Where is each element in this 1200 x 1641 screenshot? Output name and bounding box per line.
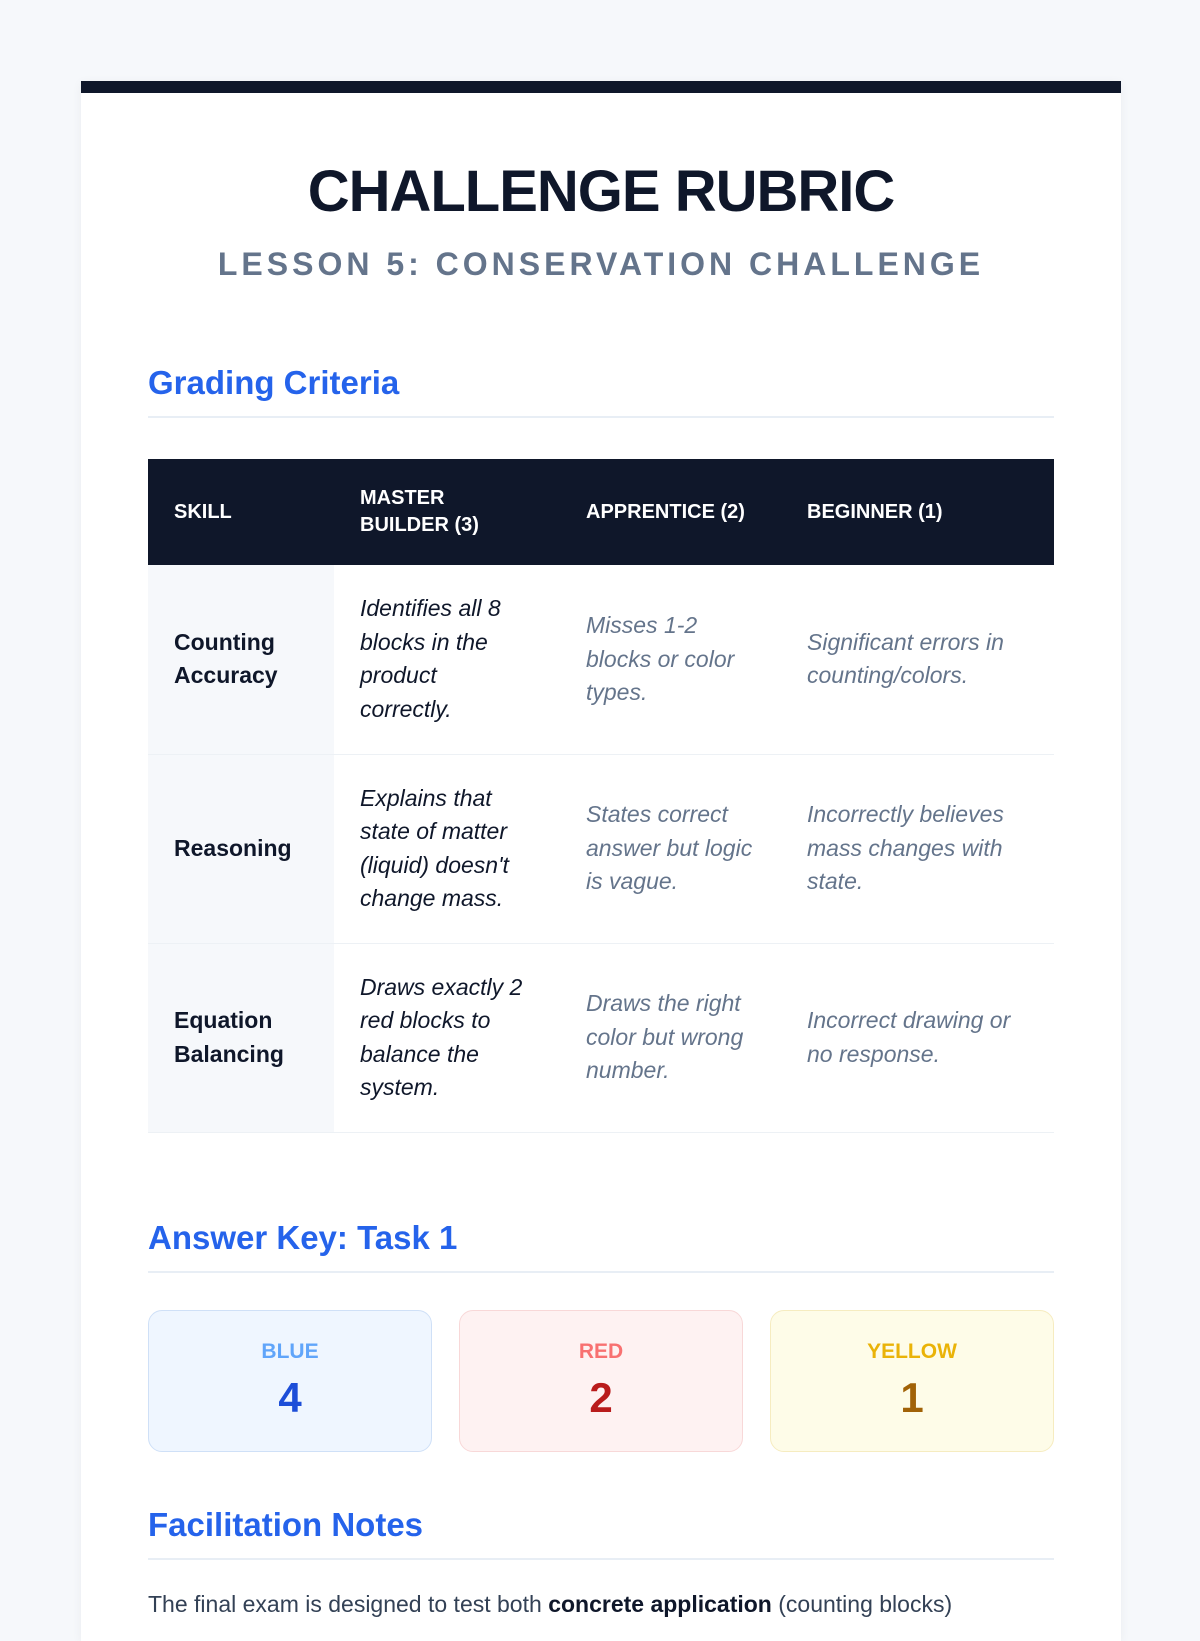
page-subtitle: LESSON 5: CONSERVATION CHALLENGE [217,246,985,282]
notes-text-emphasis: concrete application [548,1591,772,1617]
answer-card-label: YELLOW [867,1340,957,1363]
table-row [148,565,1054,754]
master-builder-cell: Explains that state of matter (liquid) doesn't change mass. [334,754,560,943]
master-builder-cell: Identifies all 8 blocks in the product correctly. [334,565,560,754]
beginner-cell: Incorrectly believes mass changes with state. [781,754,1054,943]
rubric-sheet [81,81,1121,1641]
answer-card-value: 4 [278,1374,302,1421]
beginner-cell: Incorrect drawing or no response. [781,943,1054,1132]
section-divider [148,1558,1054,1560]
answer-card-label: RED [578,1340,624,1363]
table-header-row [148,459,1054,565]
answer-card-value: 1 [900,1374,924,1421]
table-row [148,943,1054,1132]
skill-cell: Counting Accuracy [148,565,334,754]
grading-criteria-heading: Grading Criteria [148,364,400,401]
answer-card-value: 2 [589,1374,613,1421]
column-header-beginner: BEGINNER (1) [781,459,1054,565]
section-divider [148,1271,1054,1273]
section-divider [148,416,1054,418]
skill-cell: Reasoning [148,754,334,943]
answer-card-yellow [770,1310,1054,1452]
column-header-apprentice: APPRENTICE (2) [560,459,781,565]
master-builder-cell: Draws exactly 2 red blocks to balance the system. [334,943,560,1132]
skill-cell: Equation Balancing [148,943,334,1132]
facilitation-notes-heading: Facilitation Notes [148,1506,424,1543]
answer-card-label: BLUE [261,1340,319,1363]
apprentice-cell: Misses 1-2 blocks or color types. [560,565,781,754]
rubric-table [148,459,1054,1133]
table-row [148,754,1054,943]
apprentice-cell: States correct answer but logic is vague. [560,754,781,943]
notes-text-start: The final exam is designed to test both [148,1591,549,1617]
beginner-cell: Significant errors in counting/colors. [781,565,1054,754]
answer-card-red [459,1310,743,1452]
column-header-skill: SKILL [148,459,334,565]
facilitation-notes-text [148,1588,1054,1621]
answer-card-blue [148,1310,432,1452]
column-header-master-builder: MASTER BUILDER (3) [334,459,560,565]
answer-key-heading: Answer Key: Task 1 [148,1219,458,1256]
notes-text-end: (counting blocks) [771,1591,953,1617]
page-title: CHALLENGE RUBRIC [307,159,895,224]
apprentice-cell: Draws the right color but wrong number. [560,943,781,1132]
